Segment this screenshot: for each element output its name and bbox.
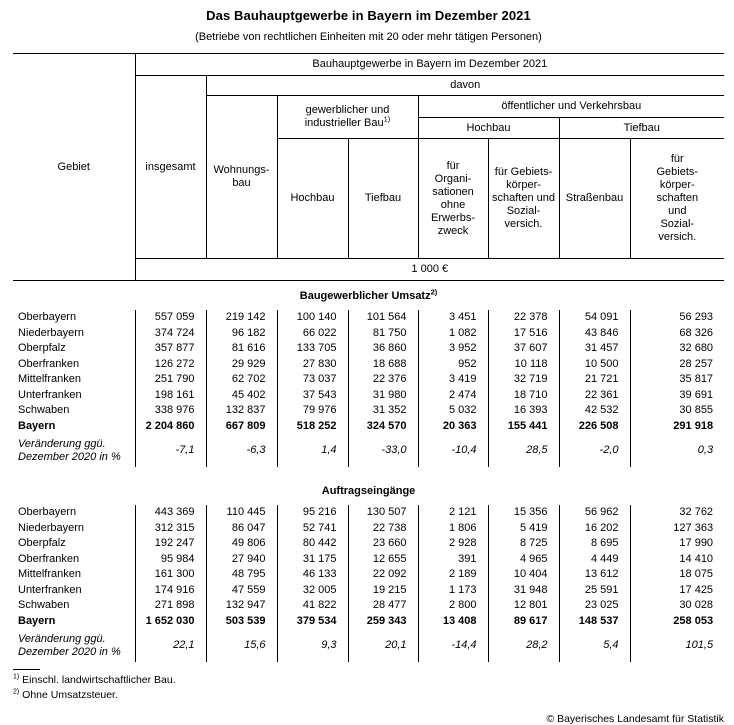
value-cell: 23 025 (559, 598, 630, 614)
value-cell: 49 806 (206, 536, 277, 552)
value-cell: 28 477 (348, 598, 418, 614)
value-cell: 37 607 (488, 341, 559, 357)
section-title-umsatz: Baugewerblicher Umsatz$^{2)}$ (299, 287, 438, 302)
value-cell: 16 202 (559, 521, 630, 537)
col-header-gebiet: Gebiet (13, 54, 135, 281)
value-cell: 17 516 (488, 326, 559, 342)
value-cell: 1 082 (418, 326, 488, 342)
value-cell: 12 655 (348, 552, 418, 568)
value-cell: 4 965 (488, 552, 559, 568)
value-cell: 10 500 (559, 357, 630, 373)
value-cell: 291 918 (673, 419, 714, 432)
value-cell: 43 846 (559, 326, 630, 342)
value-cell: 1 652 030 (135, 614, 206, 630)
value-cell: 48 795 (206, 567, 277, 583)
row-label: Veränderung ggü. Dezember 2020 in % (13, 434, 135, 467)
value-cell: 42 532 (559, 403, 630, 419)
value-cell: 251 790 (135, 372, 206, 388)
col-header-strassenbau: Straßenbau (559, 139, 630, 259)
value-cell: 17 425 (679, 583, 714, 596)
value-cell: 52 741 (277, 521, 348, 537)
value-cell: 89 617 (488, 614, 559, 630)
value-cell: 271 898 (135, 598, 206, 614)
row-label: Unterfranken (13, 388, 135, 404)
value-cell: 95 984 (135, 552, 206, 568)
value-cell: 18 075 (679, 568, 714, 581)
group-header-oeffentlicher-bau: öffentlicher und Verkehrsbau (418, 96, 724, 118)
value-cell: 20 363 (418, 419, 488, 435)
value-cell: 2 189 (418, 567, 488, 583)
value-cell: 2 800 (418, 598, 488, 614)
value-cell: 62 702 (206, 372, 277, 388)
value-cell: 518 252 (277, 419, 348, 435)
value-cell: 379 534 (277, 614, 348, 630)
unit-row: 1 000 € (135, 259, 724, 281)
value-cell: -2,0 (559, 434, 630, 467)
row-label: Oberbayern (13, 310, 135, 326)
value-cell: 22 376 (348, 372, 418, 388)
value-cell: 21 721 (559, 372, 630, 388)
footnote-2-text: Ohne Umsatzsteuer. (22, 689, 118, 701)
group-header-gewerblicher-bau (277, 96, 418, 139)
value-cell: 19 215 (348, 583, 418, 599)
value-cell: 3 451 (418, 310, 488, 326)
value-cell: 174 916 (135, 583, 206, 599)
value-cell: 101 564 (348, 310, 418, 326)
value-cell: 28,2 (488, 629, 559, 662)
row-label: Schwaben (13, 598, 135, 614)
table-row (13, 372, 724, 388)
footnote-2 (13, 689, 724, 701)
value-cell: 130 507 (348, 505, 418, 521)
section-title-row (13, 476, 724, 505)
table-main-header: Bauhauptgewerbe in Bayern im Dezember 2021 (135, 54, 724, 76)
value-cell: 312 315 (135, 521, 206, 537)
col-header-insgesamt: insgesamt (135, 76, 206, 259)
value-cell: 81 616 (206, 341, 277, 357)
value-cell: 22 378 (488, 310, 559, 326)
value-cell: 20,1 (348, 629, 418, 662)
value-cell: 23 660 (348, 536, 418, 552)
value-cell: 2 474 (418, 388, 488, 404)
footnote-marker-2: 2) (430, 287, 438, 297)
footnote-divider (13, 669, 40, 670)
value-cell: 133 705 (277, 341, 348, 357)
value-cell: 18 710 (488, 388, 559, 404)
table-row (13, 388, 724, 404)
value-cell: 37 543 (277, 388, 348, 404)
value-cell: 101,5 (685, 639, 714, 651)
value-cell: 25 591 (559, 583, 630, 599)
value-cell: 391 (418, 552, 488, 568)
value-cell: 31 948 (488, 583, 559, 599)
value-cell: -33,0 (348, 434, 418, 467)
value-cell: 79 976 (277, 403, 348, 419)
row-label: Bayern (13, 419, 135, 435)
row-label: Mittelfranken (13, 372, 135, 388)
col-header-gebietskoerperschaften-tiefbau: für Gebiets- körper- schaften und Sozial- versich. (630, 139, 724, 259)
table-row (13, 419, 724, 435)
section-title-row (13, 281, 724, 311)
gewerblicher-bau-line1: gewerblicher und (305, 104, 390, 116)
value-cell: 22,1 (135, 629, 206, 662)
value-cell: 2 204 860 (135, 419, 206, 435)
value-cell: 17 990 (679, 537, 714, 550)
value-cell: 15,6 (206, 629, 277, 662)
table-row (13, 536, 724, 552)
value-cell: 10 404 (488, 567, 559, 583)
value-cell: 80 442 (277, 536, 348, 552)
value-cell: 29 929 (206, 357, 277, 373)
value-cell: 198 161 (135, 388, 206, 404)
value-cell: 96 182 (206, 326, 277, 342)
value-cell: 22 361 (559, 388, 630, 404)
value-cell: 32 719 (488, 372, 559, 388)
value-cell: 148 537 (559, 614, 630, 630)
value-cell: 2 928 (418, 536, 488, 552)
row-label: Niederbayern (13, 521, 135, 537)
value-cell: 22 738 (348, 521, 418, 537)
value-cell: 100 140 (277, 310, 348, 326)
value-cell: 1,4 (277, 434, 348, 467)
gewerblicher-bau-line2: industrieller Bau$^{1)}$ (304, 114, 391, 129)
value-cell: 3 952 (418, 341, 488, 357)
table-row (13, 357, 724, 373)
value-cell: 30 855 (679, 404, 714, 417)
value-cell: 557 059 (135, 310, 206, 326)
value-cell: 28 257 (679, 357, 714, 370)
row-label: Oberpfalz (13, 536, 135, 552)
value-cell: 1 173 (418, 583, 488, 599)
footnote-1-text: Einschl. landwirtschaftlicher Bau. (22, 674, 176, 686)
value-cell: 3 419 (418, 372, 488, 388)
value-cell: 12 801 (488, 598, 559, 614)
section-umsatz (13, 281, 724, 468)
table-row (13, 598, 724, 614)
table-row (13, 521, 724, 537)
value-cell: 338 976 (135, 403, 206, 419)
value-cell: 31 457 (559, 341, 630, 357)
col-header-gebietskoerperschaften-hochbau: für Gebiets- körper- schaften und Sozial- versich. (488, 139, 559, 259)
table-row (13, 403, 724, 419)
value-cell: 5,4 (559, 629, 630, 662)
value-cell: 30 028 (679, 599, 714, 612)
value-cell: 503 539 (206, 614, 277, 630)
value-cell: 5 032 (418, 403, 488, 419)
value-cell: 357 877 (135, 341, 206, 357)
value-cell: 443 369 (135, 505, 206, 521)
value-cell: 126 272 (135, 357, 206, 373)
value-cell: 14 410 (679, 552, 714, 565)
row-label: Unterfranken (13, 583, 135, 599)
value-cell: 13 612 (559, 567, 630, 583)
value-cell: 81 750 (348, 326, 418, 342)
value-cell: -14,4 (418, 629, 488, 662)
table-row (13, 614, 724, 630)
value-cell: 132 837 (206, 403, 277, 419)
value-cell: 32 680 (679, 342, 714, 355)
value-cell: 192 247 (135, 536, 206, 552)
row-label: Oberfranken (13, 552, 135, 568)
row-label: Mittelfranken (13, 567, 135, 583)
davon-header: davon (206, 76, 724, 96)
row-label: Oberfranken (13, 357, 135, 373)
table-row (13, 552, 724, 568)
footnote-marker-1: 1) (383, 114, 391, 124)
table-row (13, 341, 724, 357)
value-cell: 0,3 (697, 444, 714, 456)
section-title-auftragseingaenge: Auftragseingänge (321, 485, 416, 497)
section-auftragseingaenge (13, 476, 724, 662)
footnote-1-marker: 1) (13, 673, 20, 681)
col-header-org-ohne-erwerbszweck: für Organi- sationen ohne Erwerbs- zweck (418, 139, 488, 259)
change-row (13, 629, 724, 662)
value-cell: 95 216 (277, 505, 348, 521)
value-cell: 13 408 (418, 614, 488, 630)
value-cell: 324 570 (348, 419, 418, 435)
value-cell: 259 343 (348, 614, 418, 630)
row-label: Oberbayern (13, 505, 135, 521)
table-row (13, 505, 724, 521)
value-cell: 41 822 (277, 598, 348, 614)
table-row (13, 326, 724, 342)
value-cell: 27 940 (206, 552, 277, 568)
value-cell: 952 (418, 357, 488, 373)
footnote-2-marker: 2) (13, 688, 20, 696)
value-cell: 127 363 (673, 521, 714, 534)
row-label: Bayern (13, 614, 135, 630)
value-cell: 28,5 (488, 434, 559, 467)
group-header-hochbau: Hochbau (418, 118, 559, 139)
row-label: Oberpfalz (13, 341, 135, 357)
col-header-wohnungsbau: Wohnungs- bau (206, 96, 277, 259)
value-cell: 31 175 (277, 552, 348, 568)
col-header-tiefbau: Tiefbau (348, 139, 418, 259)
value-cell: 667 809 (206, 419, 277, 435)
copyright-notice: © Bayerisches Landesamt für Statistik (546, 713, 724, 725)
group-header-tiefbau: Tiefbau (559, 118, 724, 139)
value-cell: 22 092 (348, 567, 418, 583)
value-cell: 31 352 (348, 403, 418, 419)
table-row (13, 567, 724, 583)
footnote-1 (13, 674, 724, 686)
value-cell: 86 047 (206, 521, 277, 537)
value-cell: 32 005 (277, 583, 348, 599)
value-cell: 258 053 (673, 614, 714, 627)
value-cell: 35 817 (679, 373, 714, 386)
value-cell: 16 393 (488, 403, 559, 419)
value-cell: 39 691 (679, 388, 714, 401)
value-cell: 68 326 (679, 326, 714, 339)
value-cell: 1 806 (418, 521, 488, 537)
value-cell: -6,3 (206, 434, 277, 467)
value-cell: 32 762 (679, 506, 714, 519)
table-row (13, 583, 724, 599)
value-cell: 56 293 (679, 311, 714, 324)
value-cell: 45 402 (206, 388, 277, 404)
value-cell: 56 962 (559, 505, 630, 521)
row-label: Veränderung ggü. Dezember 2020 in % (13, 629, 135, 662)
value-cell: 161 300 (135, 567, 206, 583)
section-spacer (13, 467, 724, 476)
page-title: Das Bauhauptgewerbe in Bayern im Dezember 2021 (206, 8, 531, 23)
value-cell: 31 980 (348, 388, 418, 404)
value-cell: 155 441 (488, 419, 559, 435)
value-cell: 18 688 (348, 357, 418, 373)
value-cell: -10,4 (418, 434, 488, 467)
value-cell: 47 559 (206, 583, 277, 599)
value-cell: 10 118 (488, 357, 559, 373)
col-header-hochbau: Hochbau (277, 139, 348, 259)
page-subtitle: (Betriebe von rechtlichen Einheiten mit 20 oder mehr tätigen Personen) (195, 31, 542, 43)
row-label: Schwaben (13, 403, 135, 419)
value-cell: 2 121 (418, 505, 488, 521)
row-label: Niederbayern (13, 326, 135, 342)
value-cell: 46 133 (277, 567, 348, 583)
value-cell: 8 725 (488, 536, 559, 552)
value-cell: 219 142 (206, 310, 277, 326)
value-cell: 9,3 (277, 629, 348, 662)
value-cell: 374 724 (135, 326, 206, 342)
statistics-table (13, 53, 724, 662)
value-cell: 132 947 (206, 598, 277, 614)
value-cell: 36 860 (348, 341, 418, 357)
value-cell: 4 449 (559, 552, 630, 568)
value-cell: 15 356 (488, 505, 559, 521)
value-cell: -7,1 (135, 434, 206, 467)
value-cell: 110 445 (206, 505, 277, 521)
value-cell: 8 695 (559, 536, 630, 552)
value-cell: 5 419 (488, 521, 559, 537)
value-cell: 73 037 (277, 372, 348, 388)
table-row (13, 310, 724, 326)
change-row (13, 434, 724, 467)
value-cell: 226 508 (559, 419, 630, 435)
value-cell: 54 091 (559, 310, 630, 326)
value-cell: 27 830 (277, 357, 348, 373)
value-cell: 66 022 (277, 326, 348, 342)
